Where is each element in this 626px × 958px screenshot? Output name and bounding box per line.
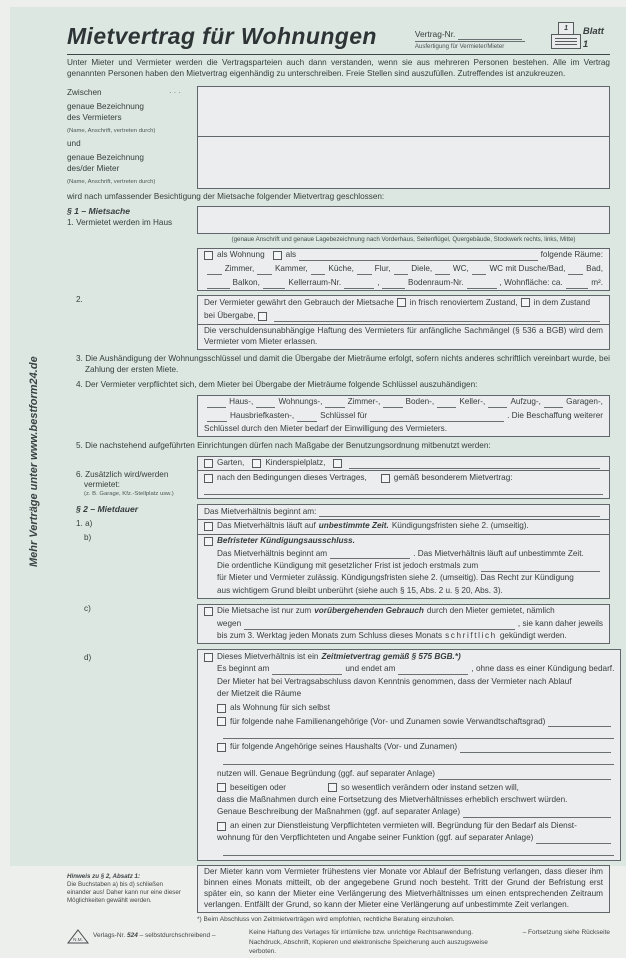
blank-field[interactable] (207, 280, 230, 289)
item6-option-a: nach den Bedingungen dieses Vertrages, (217, 472, 367, 482)
tenant-row (67, 137, 610, 188)
zwischen-label: Zwischen (67, 88, 102, 98)
section1-item2-row (67, 295, 610, 350)
d-options-45 (198, 781, 620, 795)
item2-text-b: in frisch renoviertem Zustand, (409, 297, 518, 307)
item3-paragraph: 3. Die Aushändigung der Wohnungsschlüssel und damit die Übergabe der Mieträume erfolgt, sofern nichts anderes schriftlich vereinbart wurde, bei Zahlung der ersten Miete. (76, 354, 610, 375)
checkbox-dienstwohnung[interactable] (217, 822, 226, 831)
d-line-8 (198, 833, 620, 845)
b-text-2: Die ordentliche Kündigung mit gesetzlicher Frist ist jedoch erstmals zum (217, 560, 479, 570)
blank-field[interactable] (207, 266, 222, 275)
item2-text-c: in dem Zustand (533, 297, 591, 307)
item5-paragraph: 5. Die nachstehend aufgeführten Einrichtungen dürfen nach Maßgabe der Benutzungsordnung mitbenutzt werden: (76, 440, 491, 450)
hinweis-note (67, 865, 197, 913)
contract-number-block (415, 29, 525, 51)
checkbox-spielplatz[interactable] (252, 459, 261, 468)
b-text-1a: Das Mietverhältnis beginnt am (217, 548, 328, 558)
blank-field[interactable] (349, 460, 600, 469)
copy-for-label: Ausfertigung für Vermieter/Mieter (415, 41, 525, 51)
tenant-label-2: des/der Mieter (67, 163, 120, 173)
dots-mark: ··· (169, 88, 183, 98)
keys-note-a: . Die Beschaffung weiterer (507, 411, 603, 421)
d-option-1 (198, 701, 620, 715)
publisher-block (67, 929, 249, 944)
tenant-hint: (Name, Anschrift, vertreten durch) (67, 178, 156, 185)
blank-field[interactable] (438, 771, 611, 780)
keys-line-2 (198, 410, 609, 424)
checkbox-voruebergehend[interactable] (204, 607, 213, 616)
blank-field[interactable] (325, 399, 344, 408)
extension-note-box (197, 865, 610, 913)
closing-line: wird nach umfassender Besichtigung der Mietsache folgender Mietvertrag geschlossen: (67, 191, 385, 201)
verlag-suffix: – selbstdurchschreibend – (139, 931, 216, 939)
d-title-line (198, 650, 620, 664)
landlord-input-area[interactable] (197, 86, 610, 137)
item6-options-line (198, 471, 609, 485)
item1-label: 1. Vermietet werden im Haus (67, 217, 173, 227)
c-text-1b: vorübergehenden Gebrauch (314, 606, 424, 616)
address-input-box[interactable] (197, 206, 610, 234)
blank-field[interactable] (566, 280, 589, 289)
item2-box (197, 295, 610, 350)
blank-field[interactable] (463, 809, 611, 818)
watermark-text: Mehr Verträge unter www.bestform24.de (28, 356, 40, 567)
folgende-raeume-label: folgende Räume: (540, 250, 603, 260)
checkbox-haushaltsangehoerige[interactable] (217, 743, 226, 752)
checkbox-garten[interactable] (204, 459, 213, 468)
blank-field[interactable] (297, 413, 317, 422)
checkbox-besonderer-vertrag[interactable] (381, 474, 390, 483)
section1-item6-row (67, 456, 610, 499)
checkbox-renoviert[interactable] (397, 298, 406, 307)
room-word: WC mit Dusche/Bad, (489, 263, 566, 273)
keys-note-b: Schlüssel durch den Mieter bedarf der Einwilligung des Vermieters. (204, 423, 448, 433)
blank-field[interactable] (257, 266, 272, 275)
c-text-3c: gekündigt werden. (499, 631, 567, 641)
room-word: Diele, (411, 263, 433, 273)
blank-field[interactable] (472, 266, 487, 275)
blank-field[interactable] (568, 266, 583, 275)
d-text-7: Genaue Beschreibung der Maßnahmen (ggf. auf separater Anlage) (217, 807, 461, 817)
svg-text:N.M.: N.M. (73, 936, 83, 942)
section2-rowE (67, 865, 610, 913)
room-word: Bodenraum-Nr. (408, 277, 464, 287)
landlord-hint: (Name, Anschrift, vertreten durch) (67, 127, 156, 134)
b-text-3: für Mieter und Vermieter zulässig. Kündigungsfristen siehe 2. (umseitig). Das Recht zur Kündigung (217, 573, 574, 583)
blank-field[interactable] (204, 485, 603, 495)
section2-rowC (67, 604, 610, 644)
legal-line-1: Keine Haftung des Verlages für irrtümliche bzw. unrichtige Rechtsanwendung. (249, 928, 474, 936)
copy-number-badge: 1 (558, 22, 574, 35)
garten-label: Garten, (217, 458, 245, 468)
keys-line-1 (198, 396, 609, 410)
temporary-use-box (197, 604, 610, 644)
parties-section (67, 86, 610, 189)
hinweis-text: Die Buchstaben a) bis d) schließen einander aus! Daher kann nur eine dieser Möglichkeiten gewählt werden. (67, 880, 181, 905)
legal-line-2: Nachdruck, Abschrift, Kopieren und elektronische Speicherung auch auszugsweise verboten. (249, 939, 488, 955)
c-line-2 (198, 619, 609, 631)
room-word: Flur, (374, 263, 391, 273)
item4-paragraph: 4. Der Vermieter verpflichtet sich, dem Mieter bei Übergabe der Mieträume folgende Schlüssel auszuhändigen: (76, 380, 478, 390)
item2-text-d: bei Übergabe, (204, 311, 256, 321)
blank-field[interactable] (256, 399, 275, 408)
tenant-input-area[interactable] (197, 137, 610, 188)
address-caption: (genaue Anschrift und genaue Lagebezeichnung nach Vorderhaus, Seitenflügel, Quergebäude, Stockwerk rechts, links, Mitte) (231, 236, 576, 244)
shared-use-line (198, 457, 609, 471)
section2-heading: § 2 – Mietdauer (76, 504, 139, 515)
title-rule (67, 54, 610, 55)
a-text-2: unbestimmte Zeit. (318, 521, 389, 531)
blank-field[interactable] (319, 508, 600, 517)
blank-field[interactable] (460, 744, 611, 753)
item2-note: Die verschuldensunabhängige Haftung des Vermieters für anfängliche Sachmängel (§ 536 a BGB) wird dem Vermieter vom Mieter erlassen. (204, 326, 603, 347)
d-line-7 (198, 807, 620, 819)
a-text-1: Das Mietverhältnis läuft auf (217, 521, 316, 531)
item6-option-b: gemäß besonderem Mietvertrag: (393, 472, 513, 482)
section1-keys-row (67, 395, 610, 437)
d-title-b: Zeitmietvertrag gemäß § 575 BGB.*) (321, 651, 461, 661)
form-page (10, 7, 626, 955)
c-text-2b: , sie kann daher jeweils (517, 618, 603, 628)
c-line-1 (198, 605, 609, 619)
checkbox-familienangehoerige[interactable] (217, 717, 226, 726)
d-text-8: wohnung für den Verpflichteten und Angabe seiner Funktion (ggf. auf separater Anlage) (217, 833, 534, 843)
b-text-4: aus wichtigem Grund bleibt unberührt (siehe auch § 15, Abs. 2 u. § 20, Abs. 3). (217, 585, 503, 595)
checkbox-als[interactable] (273, 251, 282, 260)
key-word: Aufzug-, (510, 397, 541, 407)
blank-field[interactable] (223, 846, 614, 856)
begins-label: Das Mietverhältnis beginnt am: (204, 506, 317, 516)
blank-field[interactable] (536, 835, 611, 844)
rooms-line-3 (198, 276, 609, 290)
room-word: Zimmer, (224, 263, 255, 273)
blank-field[interactable] (244, 621, 515, 630)
checkbox-shared-other[interactable] (333, 459, 342, 468)
rooms-line-2 (198, 262, 609, 276)
room-word: , Wohnfläche: ca. (499, 277, 563, 287)
c-text-3b: schriftlich (445, 631, 497, 641)
keys-box (197, 395, 610, 437)
header (67, 21, 610, 51)
blank-field[interactable] (382, 280, 405, 289)
room-word: Kellerraum-Nr. (288, 277, 342, 287)
room-word: Balkon, (232, 277, 260, 287)
item2-number: 2. (76, 295, 83, 305)
d-opt2-label: für folgende nahe Familienangehörige (Vor- und Zunamen sowie Verwandtschaftsgrad) (230, 716, 546, 726)
checkbox-beseitigen[interactable] (217, 783, 226, 792)
b-title: Befristeter Kündigungsausschluss. (217, 536, 355, 546)
checkbox-kuendigungsausschluss[interactable] (204, 537, 213, 546)
checkbox-other-state[interactable] (258, 312, 267, 321)
blank-field[interactable] (383, 399, 402, 408)
d-dates-line (198, 664, 620, 676)
checkbox-unbestimmte-zeit[interactable] (204, 522, 213, 531)
room-word: Bad, (586, 263, 603, 273)
hinweis-title: Hinweis zu § 2, Absatz 1: (67, 872, 141, 880)
item-a-label: 1. a) (76, 519, 93, 529)
blank-field[interactable] (370, 413, 504, 422)
d-text-2b: und endet am (345, 664, 396, 674)
blank-field[interactable] (263, 280, 286, 289)
blank-field[interactable] (548, 718, 611, 727)
sheet-label: Blatt 1 (582, 26, 604, 50)
blank-field[interactable] (311, 266, 326, 275)
blank-field[interactable] (437, 399, 456, 408)
landlord-label-2: des Vermieters (67, 112, 122, 122)
blank-field[interactable] (299, 252, 538, 261)
a-text-3: Kündigungsfristen siehe 2. (umseitig). (391, 521, 529, 531)
begins-line (198, 505, 609, 519)
d-opt5-label: so wesentlich verändern oder instand setzen will, (341, 782, 519, 792)
item6-label-2: vermietet: (84, 480, 120, 490)
verlag-label: Verlags-Nr. (93, 931, 126, 939)
d-option-3 (198, 741, 620, 755)
verlag-number: 524 (126, 931, 138, 939)
room-word: WC, (452, 263, 469, 273)
blank-field[interactable] (357, 266, 372, 275)
c-line-3 (198, 631, 609, 643)
footer (67, 929, 610, 958)
key-word: Garagen-, (566, 397, 603, 407)
rooms-line-1 (198, 249, 609, 263)
item2-text-a: Der Vermieter gewährt den Gebrauch der Mietsache (204, 297, 394, 307)
item2-line-1 (198, 296, 609, 310)
d-option-6 (198, 819, 620, 833)
final-note-text: Der Mieter kann vom Vermieter frühestens vier Monate vor Ablauf der Befristung verlangen, dass dieser ihm binnen eines Monats mitteilt, ob der angegebene Grund noch besteht. Tritt der Grund der Befristung erst später ein, so kann der Mieter eine Verlängerung des Mietverhältnisses um einen entsprechenden Zeitraum verlangen. Entfällt der Grund, so kann der Mieter eine Verlängerung auf unbestimmte Zeit verlangen. (204, 867, 603, 909)
b-text-1b: . Das Mietverhältnis läuft auf unbestimmte Zeit. (413, 548, 584, 558)
c-text-1a: Die Mietsache ist nur zum (217, 606, 312, 616)
copy-sheet-icon (549, 22, 583, 49)
und-label: und (67, 139, 81, 149)
d-option-2 (198, 715, 620, 729)
checkbox-wohnung[interactable] (204, 251, 213, 260)
d-text-4: der Mietzeit die Räume (217, 688, 302, 698)
blank-field[interactable] (481, 563, 600, 572)
zeitmietvertrag-box (197, 649, 621, 860)
contract-number-label: Vertrag-Nr. (414, 29, 456, 40)
continuation-note: – Fortsetzung siehe Rückseite (522, 928, 610, 936)
blank-field[interactable] (344, 280, 374, 289)
d-opt1-label: als Wohnung für sich selbst (230, 702, 330, 712)
blank-field[interactable] (330, 550, 410, 559)
option-a-line (198, 520, 609, 534)
legal-lines (249, 929, 515, 958)
d-opt4-label: beseitigen oder (230, 782, 286, 792)
section1-heading: § 1 – Mietsache (67, 206, 131, 217)
sqm-label: m². (591, 277, 604, 287)
als-label: als (285, 250, 297, 260)
sheet-stack-icon (551, 34, 581, 49)
shared-use-box (197, 456, 610, 499)
d-text-6: dass die Maßnahmen durch eine Fortsetzung des Mietverhältnisses erheblich erschwert würden. (217, 794, 568, 804)
key-word: Haus-, (229, 397, 254, 407)
d-opt6-label: an einen zur Dienstleistung Verpflichteten vermieten will. Begründung für den Bedarf als Dienst- (230, 820, 577, 830)
item-c-label: c) (84, 603, 91, 613)
spielplatz-label: Kinderspielplatz, (265, 458, 326, 468)
comma: , (377, 277, 380, 287)
d-text-5: nutzen will. Genaue Begründung (ggf. auf separater Anlage) (217, 768, 436, 778)
blank-field[interactable] (544, 399, 563, 408)
d-opt3-label: für folgende Angehörige seines Haushalts (Vor- und Zunamen) (230, 742, 458, 752)
item2-line-2 (198, 310, 609, 324)
d-text-2c: , ohne dass es einer Kündigung bedarf. (471, 664, 615, 674)
key-word: Hausbriefkasten-, (230, 411, 295, 421)
rooms-box (197, 248, 610, 291)
blank-field[interactable] (488, 399, 507, 408)
d-line-5 (198, 767, 620, 781)
blank-field[interactable] (223, 729, 614, 739)
key-word: Boden-, (405, 397, 435, 407)
page-title: Mietvertrag für Wohnungen (67, 23, 377, 49)
d-text-3: Der Mieter hat bei Vertragsabschluss davon Kenntnis genommen, dass der Vermieter nach Ablauf (217, 676, 572, 686)
duration-box (197, 504, 610, 599)
item-b-label: b) (84, 533, 92, 543)
blank-field[interactable] (467, 280, 497, 289)
d-text-2a: Es beginnt am (217, 664, 270, 674)
option-b-block (198, 535, 609, 598)
section1-row1 (67, 206, 610, 247)
blank-field[interactable] (274, 313, 600, 322)
blank-field[interactable] (394, 266, 409, 275)
wohnung-label: als Wohnung (217, 250, 265, 260)
landlord-label-1: genaue Bezeichnung (67, 101, 144, 111)
checkbox-vertragsbedingungen[interactable] (204, 474, 213, 483)
key-word: Zimmer-, (347, 397, 381, 407)
room-word: Küche, (328, 263, 354, 273)
key-word: Keller-, (459, 397, 486, 407)
landlord-row (67, 86, 610, 137)
intro-paragraph: Unter Mieter und Vermieter werden die Vertragsparteien auch dann verstanden, wenn sie aus mehreren Personen bestehen. Alle im Vertrag genannten Personen haben den Mietvertrag eigenhändig zu unterschreiben. Freie Stellen sind auszufüllen. Zutreffendes ist anzukreuzen. (67, 58, 610, 79)
item6-hint: (z. B. Garage, Kfz.-Stellplatz usw.) (84, 491, 174, 498)
c-text-1c: durch den Mieter gemietet, nämlich (426, 606, 555, 616)
checkbox-zustand[interactable] (521, 298, 530, 307)
section1-rooms-row (67, 248, 610, 291)
c-text-2a: wegen (217, 618, 242, 628)
blank-field[interactable] (272, 666, 342, 675)
section2-rowD (67, 649, 615, 860)
key-word: Schlüssel für (320, 411, 368, 421)
contract-number-field[interactable] (458, 31, 522, 40)
d-title-a: Dieses Mietverhältnis ist ein (217, 651, 319, 661)
key-word: Wohnungs-, (278, 397, 323, 407)
item-d-label: d) (84, 653, 92, 663)
blank-field[interactable] (207, 413, 227, 422)
checkbox-veraendern[interactable] (328, 783, 337, 792)
blank-field[interactable] (223, 755, 614, 765)
blank-field[interactable] (435, 266, 450, 275)
room-word: Kammer, (274, 263, 308, 273)
item6-label-1: 6. Zusätzlich wird/werden (76, 469, 169, 479)
footnote-line: *) Beim Abschluss von Zeitmietverträgen wird empfohlen, rechtliche Beratung einzuholen. (197, 915, 455, 923)
tenant-label-1: genaue Bezeichnung (67, 153, 144, 163)
section2-rowA (67, 504, 610, 599)
c-text-3a: bis zum 3. Werktag jeden Monats zum Schluss dieses Monats (217, 631, 443, 641)
blank-field[interactable] (398, 666, 468, 675)
publisher-logo (67, 929, 89, 944)
checkbox-selbst[interactable] (217, 704, 226, 713)
blank-field[interactable] (207, 399, 226, 408)
checkbox-zeitmietvertrag[interactable] (204, 653, 213, 662)
